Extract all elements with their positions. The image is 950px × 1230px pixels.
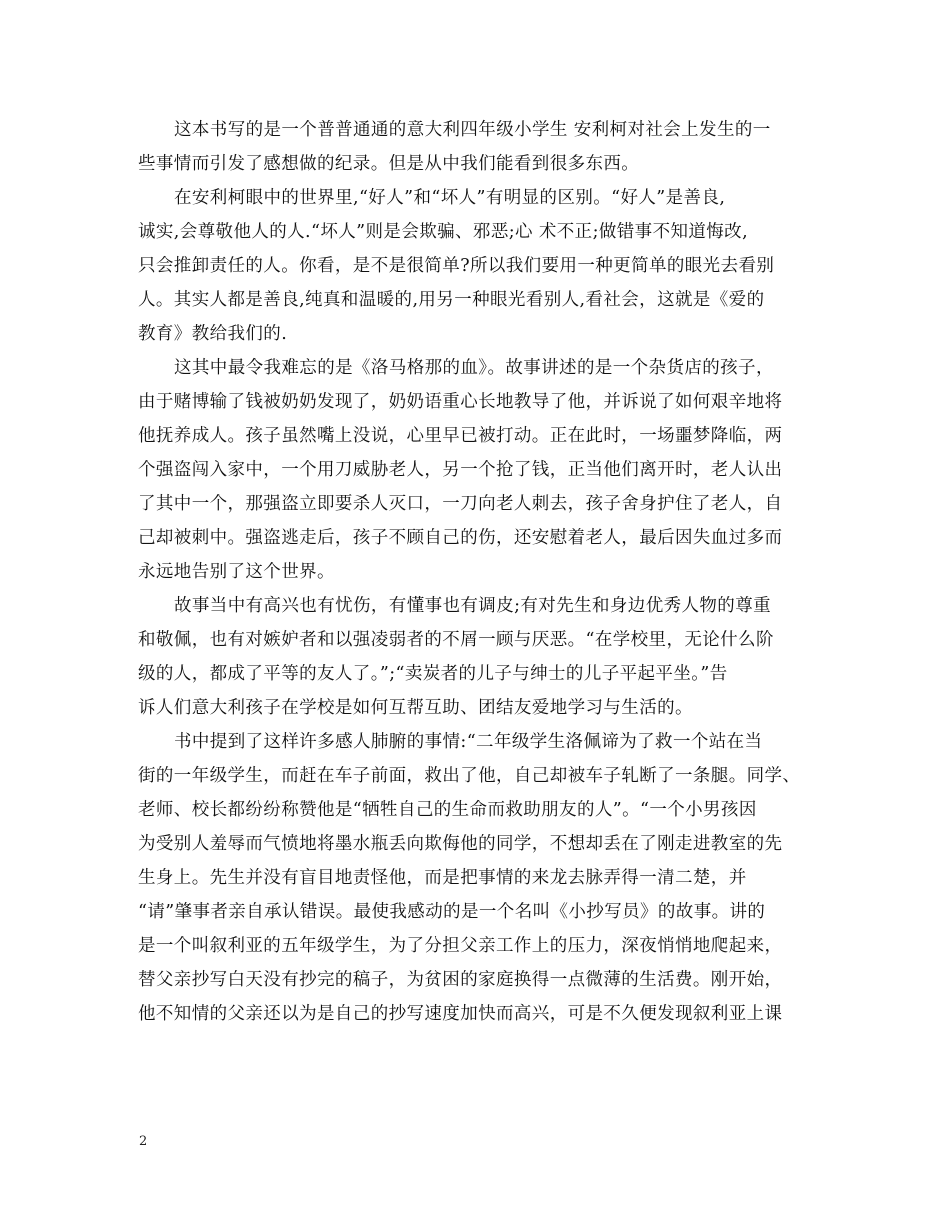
text-line: 他不知情的父亲还以为是自己的抄写速度加快而高兴，可是不久便发现叙利亚上课: [138, 1004, 783, 1024]
text-line: 在安利柯眼中的世界里,“好人”和“坏人”有明显的区别。“好人”是善良,: [174, 188, 726, 208]
page-number: 2: [139, 1134, 148, 1149]
text-line: 永远地告别了这个世界。: [138, 562, 335, 582]
text-line: 为受别人羞辱而气愤地将墨水瓶丢向欺侮他的同学，不想却丢在了刚走进教室的先: [138, 834, 783, 854]
text-line: 故事当中有高兴也有忧伤，有懂事也有调皮;有对先生和身边优秀人物的尊重: [174, 596, 771, 616]
text-line: 和敬佩，也有对嫉妒者和以强凌弱者的不屑一顾与厌恶。“在学校里，无论什么阶: [138, 630, 774, 650]
text-line: 个强盗闯入家中，一个用刀威胁老人，另一个抢了钱，正当他们离开时，老人认出: [138, 460, 783, 480]
text-line: 是一个叫叙利亚的五年级学生，为了分担父亲工作上的压力，深夜悄悄地爬起来，: [138, 936, 783, 956]
text-line: 级的人，都成了平等的友人了。”;“卖炭者的儿子与绅士的儿子平起平坐。”告: [138, 664, 728, 684]
text-line: 由于赌博输了钱被奶奶发现了，奶奶语重心长地教导了他，并诉说了如何艰辛地将: [138, 392, 783, 412]
text-line: 教育》教给我们的.: [138, 324, 288, 344]
text-line: 这其中最令我难忘的是《洛马格那的血》。故事讲述的是一个杂货店的孩子，: [174, 358, 774, 378]
body-text: [138, 113, 838, 1031]
text-line: 诚实,会尊敬他人的人.“坏人”则是会欺骗、邪恶;心 术不正;做错事不知道悔改,: [138, 222, 749, 242]
text-line: 人。其实人都是善良,纯真和温暖的,用另一种眼光看别人,看社会，这就是《爱的: [138, 290, 765, 310]
text-line: 他抚养成人。孩子虽然嘴上没说，心里早已被打动。正在此时，一场噩梦降临，两: [138, 426, 783, 446]
text-line: 些事情而引发了感想做的纪录。但是从中我们能看到很多东西。: [138, 154, 640, 174]
text-line: 己却被刺中。强盗逃走后，孩子不顾自己的伤，还安慰着老人，最后因失血过多而: [138, 528, 783, 548]
text-line: 街的一年级学生，而赶在车子前面，救出了他，自己却被车子轧断了一条腿。同学、: [138, 766, 801, 786]
text-line: 了其中一个，那强盗立即要杀人灭口，一刀向老人刺去，孩子舍身护住了老人，自: [138, 494, 783, 514]
text-line: 老师、校长都纷纷称赞他是“牺牲自己的生命而救助朋友的人”。“一个小男孩因: [138, 800, 757, 820]
text-line: 书中提到了这样许多感人肺腑的事情:“二年级学生洛佩谛为了救一个站在当: [174, 732, 763, 752]
text-line: 只会推卸责任的人。你看，是不是很简单?所以我们要用一种更简单的眼光去看别: [138, 256, 775, 276]
text-line: 生身上。先生并没有盲目地责怪他，而是把事情的来龙去脉弄得一清二楚，并: [138, 868, 747, 888]
text-line: 这本书写的是一个普普通通的意大利四年级小学生 安利柯对社会上发生的一: [174, 120, 771, 140]
text-line: “请”肇事者亲自承认错误。最使我感动的是一个名叫《小抄写员》的故事。讲的: [138, 902, 766, 922]
text-line: 替父亲抄写白天没有抄完的稿子，为贫困的家庭换得一点微薄的生活费。刚开始，: [138, 970, 783, 990]
text-line: 诉人们意大利孩子在学校是如何互帮互助、团结友爱地学习与生活的。: [138, 698, 693, 718]
